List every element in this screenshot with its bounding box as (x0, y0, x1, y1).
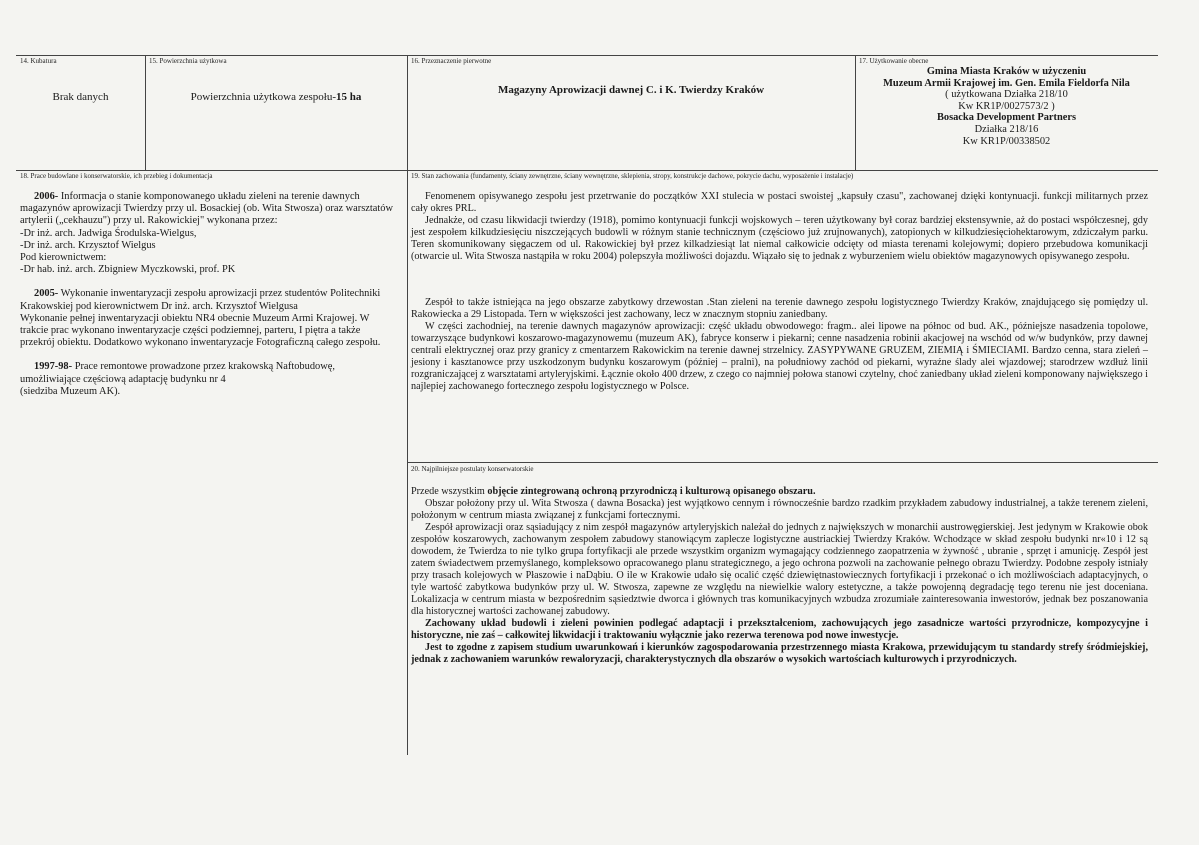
postulaty-lead (411, 486, 1148, 498)
postulaty-lead-prefix: Przede wszystkim (411, 486, 488, 497)
powierzchnia-value-prefix: Powierzchnia użytkowa zespołu- (190, 91, 337, 103)
table-top-border (16, 55, 1158, 56)
owner-line-2: Muzeum Armii Krajowej im. Gen. Emila Fieldorfa Nila (883, 77, 1130, 89)
owner-line-3: ( użytkowana Działka 218/10 (945, 89, 1068, 101)
row-divider-19-20 (407, 462, 1158, 463)
przeznaczenie-header: 16. Przeznaczenie pierwotne (411, 57, 492, 65)
postulaty-header: 20. Najpilniejsze postulaty konserwatorskie (411, 465, 534, 473)
postulaty-body (411, 486, 1148, 666)
entry-2005-text: Wykonanie inwentaryzacji zespołu aprowizacji przez studentów Politechniki Krakowskiej pod kierownictwem Dr inż. arch. Krzysztof Wielgusa (20, 288, 381, 312)
owner-line-1: Gmina Miasta Kraków w użyczeniu (926, 66, 1087, 77)
entry-1997-year: 1997-98- (34, 361, 73, 373)
prace-header: 18. Prace budowlane i konserwatorskie, ich przebieg i dokumentacja (20, 172, 213, 180)
entry-2006-author-1: -Dr inż. arch. Jadwiga Środulska-Wielgus, (20, 227, 197, 239)
stan-paragraph-2: Jednakże, od czasu likwidacji twierdzy (1918), pomimo kontynuacji funkcji wojskowych – teren użytkowany był coraz bardziej ekstensywnie, aż do postaci współczesnej, gdy jest zespołem kilkudziesięciu niszczejących budowli w różnym stanie technicznym (częściowo już zrujnowanych), zatopionych w kilkudziesięciohektarowym, zdziczałym parku. Teren skomunikowany sięgaczem od ul. Rakowickiej był przez kilkadziesiąt lat niemal całkowicie odcięty od miasta terenami kolejowymi; dopiero przebudowa komunikacji (otwarcie ul. Wita Stwosza nastąpiła w roku 2004) polepszyła możliwości dojazdu. Wiązało się to jednak z wyburzeniem wielu obiektów magazynowych opisywanego zespołu. (411, 215, 1148, 262)
entry-2006-text: Informacja o stanie komponowanego układu zieleni na terenie dawnych magazynów aprowizacji Twierdzy przy ul. Bosackiej (ob. Wita Stwosza) oraz warsztatów artylerii („cekhauzu") przy ul. Rakowickiej" wykonana przez: (20, 191, 393, 227)
stan-paragraph-1: Fenomenem opisywanego zespołu jest przetrwanie do początków XXI stulecia w postaci swoistej „kapsuły czasu", zachowanej dzięki kontynuacji. funkcji militarnych przez cały okres PRL. (411, 191, 1148, 214)
kubatura-value: Brak danych (52, 91, 109, 103)
entry-2006-author-4: -Dr hab. inż. arch. Zbigniew Myczkowski, prof. PK (20, 264, 236, 276)
prace-body (20, 191, 395, 398)
uzytkowanie-header: 17. Użytkowanie obecne (859, 57, 929, 65)
entry-2006 (20, 191, 395, 228)
postulaty-paragraph-4: Jest to zgodne z zapisem studium uwarunkowań i kierunków zagospodarowania przestrzennego miasta Krakowa, przewidującym tu standardy strefy śródmiejskiej, jednak z zachowaniem warunków rewaloryzacji, charakterystycznych dla obszarów o wysokich wartościach kulturowych i przyrodniczych. (411, 642, 1148, 665)
powierzchnia-value-bold: 15 ha (336, 91, 362, 103)
postulaty-paragraph-1: Obszar położony przy ul. Wita Stwosza ( dawna Bosacka) jest wyjątkowo cennym i równocześnie bardzo rzadkim przykładem zabudowy industrialnej, a także terenem zieleni, położonym w centrum miasta związanej z funkcjami fortecznymi. (411, 498, 1148, 521)
stan-paragraph-4: W części zachodniej, na terenie dawnych magazynów aprowizacji: część układu obwodowego: fragm.. alei lipowe na północ od bud. AK., późniejsze nasadzenia topolowe, towarzyszące budynkowi koszarowo-magazynowemu (muzeum AK), fabryce konserw i piekarni; cenne nasadzenia robinii akacjowej na wschód od w/w budynków, przy dawnej centrali elektrycznej oraz przy granicy z cmentarzem Rakowickim na terenie dawnej strzelnicy. ZASYPYWANE GRUZEM, ZIEMIĄ i ŚMIECIAMI. Bardzo cenna, stara zieleń – jesiony i kasztanowce przy uszkodzonym budynku koszarowym (później – pralni), na południowy zachód od piekarni, wyraźne ślady alei wjazdowej; starodrzew wzdłuż linii rozgraniczającej z warsztatami artyleryjskimi. Łącznie około 400 drzew, z czego co najmniej połowa stanowi czytelny, choć zaniedbany układ zieleni komponowany największego i najlepiej zachowanego fortecznego zespołu logistycznego w Polsce. (411, 321, 1148, 392)
entry-2005-text2: Wykonanie pełnej inwentaryzacji obiektu NR4 obecnie Muzeum Armi Krajowej. W trakcie prac wykonano inwentaryzacje części podziemnej, parteru, I piętra a także przekrój obiektu. Dodatkowo wykonano inwentaryzacje Fotograficzną całego zespołu. (20, 312, 381, 349)
entry-2006-author-3: Pod kierownictwem: (20, 252, 107, 264)
owner-line-6: Działka 218/16 (974, 123, 1039, 135)
stan-paragraph-3: Zespół to także istniejąca na jego obszarze zabytkowy drzewostan .Stan zieleni na terenie dawnego zespołu logistycznego Twierdzy Kraków, znajdującego się pomiędzy ul. Rakowiecka a 29 Listopada. Tern w większości jest zachowany, lecz w znacznym stopniu zaniedbany. (411, 297, 1148, 320)
entry-2005 (20, 288, 395, 312)
row-divider-17-18 (16, 170, 1158, 171)
col-divider-14-15 (145, 55, 146, 170)
przeznaczenie-value: Magazyny Aprowizacji dawnej C. i K. Twierdzy Kraków (497, 84, 765, 96)
stan-header: 19. Stan zachowania (fundamenty, ściany zewnętrzne, ściany wewnętrzne, sklepienia, stropy, konstrukcje dachowe, pokrycie dachu, wyposażenie i instalacje) (411, 172, 854, 180)
owner-line-5: Bosacka Development Partners (936, 112, 1077, 124)
kubatura-header: 14. Kubatura (20, 57, 57, 65)
col-divider-15-16 (407, 55, 408, 755)
entry-1997-text: Prace remontowe prowadzone przez krakowską Naftobudowę, umożliwiające częściową adaptację budynku nr 4 (20, 361, 335, 385)
owner-line-7: Kw KR1P/00338502 (962, 135, 1051, 147)
stan-body (411, 191, 1148, 393)
postulaty-lead-bold: objęcie zintegrowaną ochroną przyrodniczą i kulturową opisanego obszaru. (487, 486, 816, 497)
entry-2006-author-2: -Dr inż. arch. Krzysztof Wielgus (20, 239, 156, 251)
powierzchnia-value (145, 91, 407, 103)
owner-line-4: Kw KR1P/0027573/2 ) (958, 100, 1055, 112)
uzytkowanie-value (855, 66, 1158, 147)
entry-1997 (20, 361, 395, 385)
entry-1997-text2: (siedziba Muzeum AK). (20, 385, 121, 397)
postulaty-paragraph-3: Zachowany układ budowli i zieleni powinien podlegać adaptacji i przekształceniom, zachowujących jego zasadnicze wartości przyrodnicze, kompozycyjne i historyczne, nie zaś – całkowitej likwidacji i traktowaniu wyłącznie jako rezerwa terenowa pod nowe inwestycje. (411, 618, 1148, 641)
powierzchnia-header: 15. Powierzchnia użytkowa (149, 57, 227, 65)
entry-2005-year: 2005- (34, 288, 59, 300)
postulaty-paragraph-2: Zespół aprowizacji oraz sąsiadujący z nim zespół magazynów artyleryjskich należał do jednych z największych w monarchii austrowęgierskiej. Jest jedynym w Krakowie obok zespołów koszarowych, zachowanym zespołem zabudowy stanowiącym zaplecze logistyczne austriackiej Twierdzy Kraków. Wchodzące w skład zespołu budynki nr«10 i 12 są dowodem, że Twierdza to nie tylko grupa fortyfikacji ale przede wszystkim organizm wymagający codziennego zaopatrzenia w żywność , ubranie , sprzęt i amunicję. Zespół jest zatem świadectwem przemyślanego, kompleksowo opracowanego planu strategicznego, a jego ochrona pozwoli na zachowanie pełnego obrazu Twierdzy. Podobne zespoły istniały przy trasach kolejowych w Płaszowie i naDąbiu. O ile w Krakowie udało się ocalić część dziewiętnastowiecznych fortyfikacji i przekonać o ich możliwościach adaptacyjnych, o tyle wartość zabytkowa budynków przy ul. W. Stwosza, zapewne ze względu na niewielkie walory estetyczne, a także powojenną degradację tego terenu nie jest doceniana. Lokalizacja w centrum miasta w bezpośrednim sąsiedztwie dworca i głównych tras komunikacyjnych wzbudza zrozumiałe zainteresowania inwestorów, jednak bez poszanowania dla historycznej wartości zachowanej zabudowy. (411, 522, 1148, 617)
entry-2006-year: 2006- (34, 191, 59, 202)
